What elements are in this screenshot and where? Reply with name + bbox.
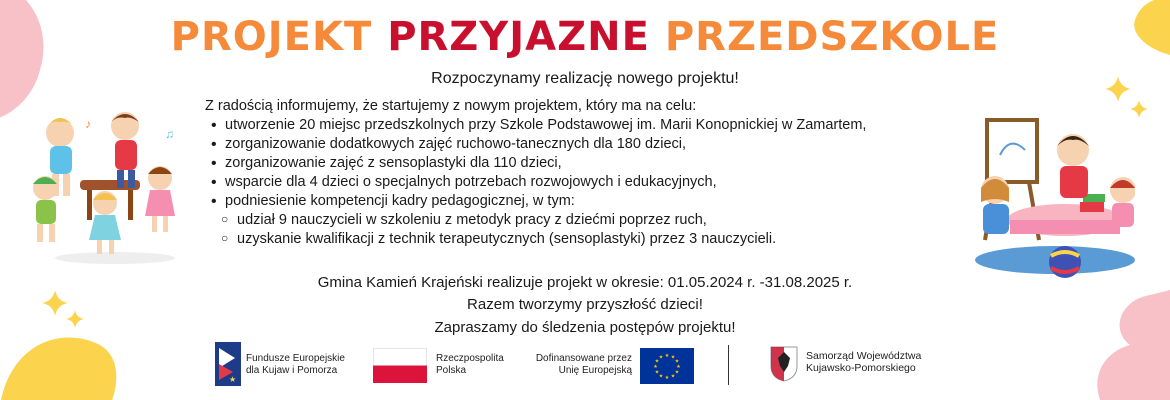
sw-logo-line1: Samorząd Województwa	[806, 350, 922, 362]
fe-logo-line1: Fundusze Europejskie	[246, 353, 345, 364]
svg-text:★: ★	[654, 369, 660, 376]
list-item: ○ uzyskanie kwalifikacji z technik terapeutycznych (sensoplastyki) przez 3 nauczycieli.	[217, 230, 965, 249]
svg-text:★: ★	[674, 369, 680, 376]
subgoals-list	[217, 211, 965, 249]
list-item: ○ udział 9 nauczycieli w szkoleniu z metodyk pracy z dziećmi poprzez ruch,	[217, 211, 965, 230]
svg-text:★: ★	[676, 364, 681, 370]
subtitle: Rozpoczynamy realizację nowego projektu!	[431, 70, 739, 87]
svg-text:★: ★	[658, 354, 664, 361]
list-item: • wsparcie dla 4 dzieci o specjalnych potrzebach rozwojowych i edukacyjnych,	[205, 173, 965, 192]
list-item: • podniesienie kompetencji kadry pedagogicznej, w tym:	[205, 192, 965, 211]
invite-text: Zapraszamy do śledzenia postępów projektu!	[434, 319, 736, 336]
intro-text: Z radością informujemy, że startujemy z nowym projektem, który ma na celu:	[205, 98, 697, 114]
svg-text:★: ★	[654, 358, 660, 365]
list-item: • zorganizowanie zajęć z sensoplastyki dla 110 dzieci,	[205, 154, 965, 173]
svg-text:★: ★	[670, 373, 676, 380]
page-title	[0, 14, 1170, 60]
svg-text:★: ★	[670, 354, 676, 361]
fundusze-europejskie-logo-icon	[215, 342, 241, 386]
motto: Razem tworzymy przyszłość dzieci!	[467, 296, 703, 313]
logo-divider	[728, 345, 729, 385]
goals-list	[205, 116, 965, 211]
project-description	[205, 97, 965, 249]
svg-text:♪: ♪	[85, 117, 91, 131]
rp-logo-line1: Rzeczpospolita	[436, 353, 504, 364]
svg-text:★: ★	[674, 358, 680, 365]
title-word-przyjazne: PRZYJAZNE	[387, 14, 650, 60]
project-period: Gmina Kamień Krajeński realizuje projekt w okresie: 01.05.2024 r. -31.08.2025 r.	[317, 274, 853, 291]
svg-text:★: ★	[653, 364, 658, 370]
regional-crest-icon	[770, 346, 798, 382]
title-word-przedszkole: PRZEDSZKOLE	[664, 14, 1000, 60]
title-word-projekt: PROJEKT	[170, 14, 373, 60]
dancing-children-illustration	[25, 108, 190, 268]
rp-logo-line2: Polska	[436, 365, 467, 376]
eu-flag-icon	[640, 348, 694, 384]
polish-flag-icon	[373, 348, 427, 383]
children-art-class-illustration	[965, 110, 1135, 290]
svg-text:★: ★	[664, 375, 670, 381]
svg-text:★: ★	[658, 373, 664, 380]
fe-logo-line2: dla Kujaw i Pomorza	[246, 365, 338, 376]
funding-logos-bar	[0, 340, 1170, 390]
list-item: • utworzenie 20 miejsc przedszkolnych przy Szkole Podstawowej im. Marii Konopnickiej w Zamartem,	[205, 116, 965, 135]
svg-text:♫: ♫	[165, 127, 174, 141]
svg-text:★: ★	[664, 353, 670, 359]
list-item: • zorganizowanie dodatkowych zajęć ruchowo-tanecznych dla 180 dzieci,	[205, 135, 965, 154]
sw-logo-line2: Kujawsko-Pomorskiego	[806, 362, 916, 374]
eu-logo-line1: Dofinansowane przez	[535, 353, 632, 364]
svg-text:★: ★	[229, 375, 237, 384]
eu-logo-line2: Unię Europejską	[558, 365, 632, 376]
